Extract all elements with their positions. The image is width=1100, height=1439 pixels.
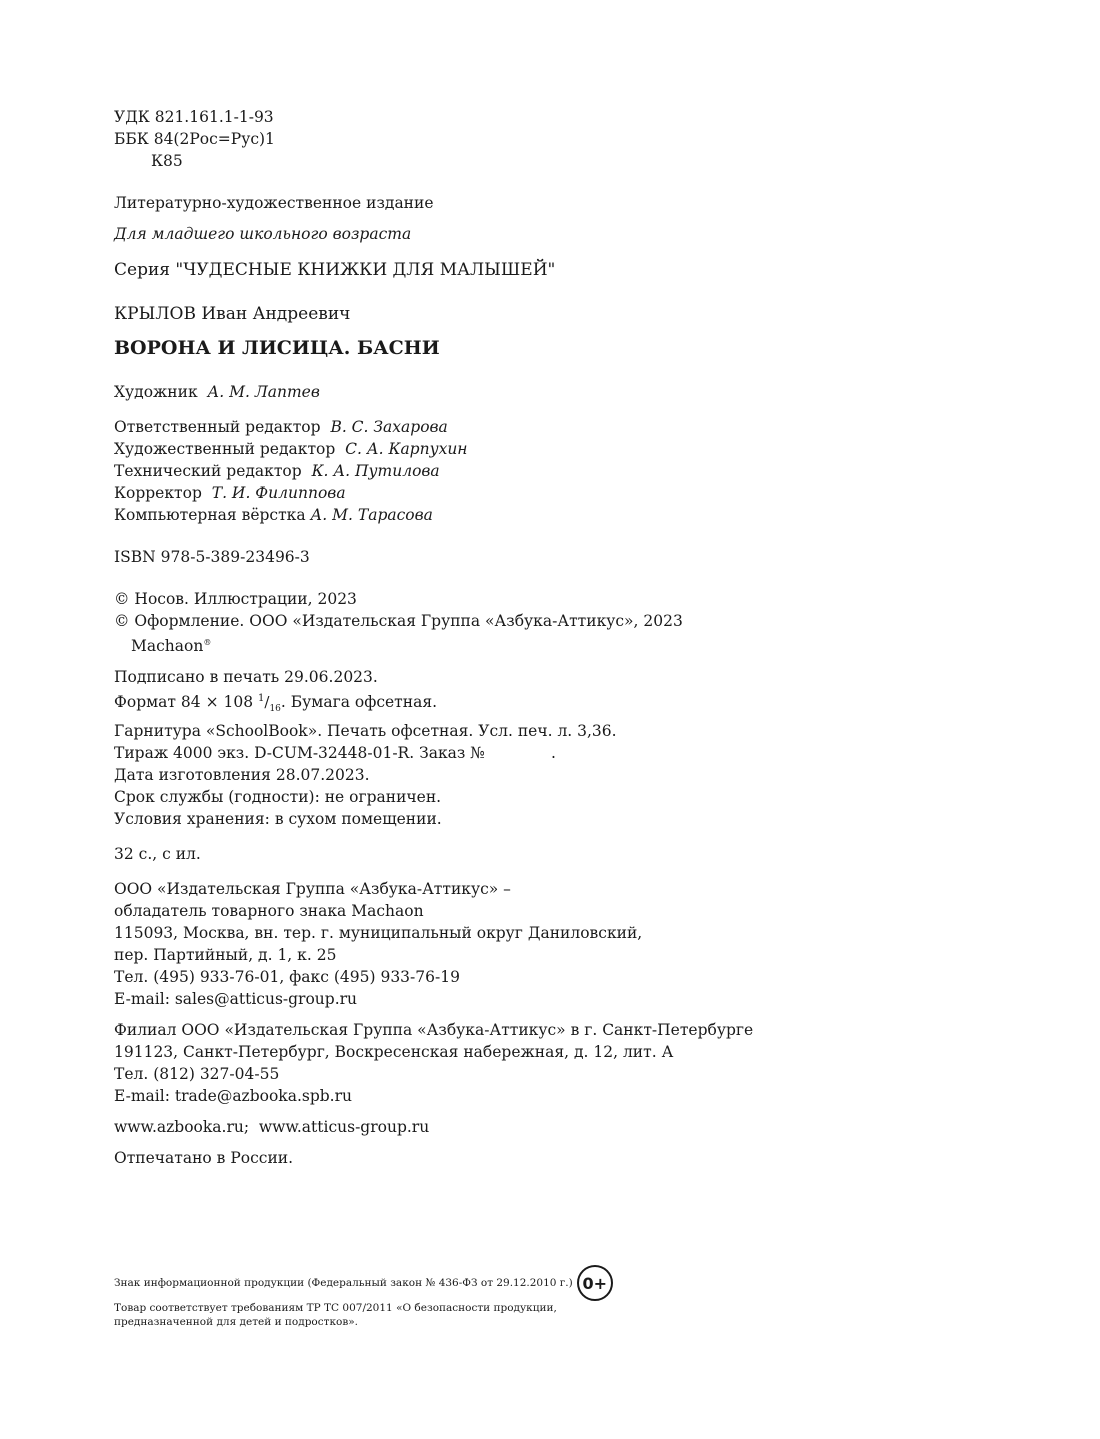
staff-name: К. А. Путилова	[311, 462, 440, 480]
staff-list	[114, 416, 814, 526]
staff-row	[114, 416, 814, 438]
footer	[114, 1265, 674, 1329]
print-run-line	[114, 742, 814, 764]
series-name: Серия "ЧУДЕСНЫЕ КНИЖКИ ДЛЯ МАЛЫШЕЙ"	[114, 260, 556, 280]
illustrator-line	[114, 381, 814, 403]
branch-phone: Тел. (812) 327-04-55	[114, 1065, 280, 1084]
illustrator-role: Художник	[114, 383, 198, 401]
publisher-address-2: пер. Партийный, д. 1, к. 25	[114, 946, 337, 965]
staff-name: А. М. Тарасова	[310, 506, 433, 524]
staff-role: Технический редактор	[114, 462, 302, 480]
trademark-holder: обладатель товарного знака Machaon	[114, 902, 424, 921]
publisher-address: 115093, Москва, вн. тер. г. муниципальный округ Даниловский,	[114, 924, 643, 943]
typeface-line: Гарнитура «SchoolBook». Печать офсетная. Усл. печ. л. 3,36.	[114, 722, 617, 741]
storage-conditions: Условия хранения: в сухом помещении.	[114, 810, 442, 829]
shelf-life: Срок службы (годности): не ограничен.	[114, 788, 442, 807]
udk-code: УДК 821.161.1-1-93	[114, 108, 274, 126]
staff-name: В. С. Захарова	[330, 418, 448, 436]
bbk-code: ББК 84(2Рос=Рус)1	[114, 130, 275, 148]
illustrator-name: А. М. Лаптев	[207, 383, 320, 401]
imprint-page	[114, 106, 814, 1169]
copyright-design: © Оформление. ООО «Издательская Группа «Азбука-Аттикус», 2023	[114, 612, 683, 630]
info-sign-text: Знак информационной продукции (Федеральный закон № 436-ФЗ от 29.12.2010 г.)	[114, 1277, 573, 1289]
staff-name: Т. И. Филиппова	[211, 484, 346, 502]
audience: Для младшего школьного возраста	[114, 225, 412, 243]
publisher-phone: Тел. (495) 933-76-01, факс (495) 933-76-19	[114, 968, 460, 987]
registered-mark: ®	[203, 638, 212, 647]
format-suffix: . Бумага офсетная.	[280, 693, 438, 712]
branch-block	[114, 1019, 814, 1107]
book-title: ВОРОНА И ЛИСИЦА. БАСНИ	[114, 337, 440, 359]
manufacture-date: Дата изготовления 28.07.2023.	[114, 766, 370, 785]
isbn: ISBN 978-5-389-23496-3	[114, 548, 310, 566]
publisher-name: ООО «Издательская Группа «Азбука-Аттикус» –	[114, 880, 511, 899]
copyright-block	[114, 588, 814, 657]
info-sign-row	[114, 1265, 674, 1301]
staff-role: Компьютерная вёрстка	[114, 506, 306, 524]
staff-role: Художественный редактор	[114, 440, 336, 458]
format-prefix: Формат 84 × 108	[114, 693, 254, 712]
age-rating-badge: 0+	[577, 1265, 613, 1301]
printed-in: Отпечатано в России.	[114, 1149, 294, 1168]
copyright-illustrations: © Носов. Иллюстрации, 2023	[114, 590, 357, 608]
book-author: КРЫЛОВ Иван Андреевич	[114, 304, 351, 324]
brand-name: Machaon	[131, 637, 204, 656]
author-mark: К85	[151, 152, 183, 170]
branch-name: Филиал ООО «Издательская Группа «Азбука-Аттикус» в г. Санкт-Петербурге	[114, 1021, 754, 1040]
brand-line	[114, 632, 814, 657]
staff-role: Ответственный редактор	[114, 418, 321, 436]
branch-email: E-mail: trade@azbooka.spb.ru	[114, 1087, 352, 1106]
compliance-text: Товар соответствует требованиям ТР ТС 007/2011 «О безопасности продукции,	[114, 1302, 557, 1314]
signed-date: Подписано в печать 29.06.2023.	[114, 668, 378, 687]
staff-role: Корректор	[114, 484, 202, 502]
staff-name: С. А. Карпухин	[345, 440, 468, 458]
page-count: 32 с., с ил.	[114, 845, 201, 864]
staff-row	[114, 460, 814, 482]
print-run: Тираж 4000 экз. D-CUM-32448-01-R. Заказ №	[114, 744, 485, 763]
website-links: www.azbooka.ru; www.atticus-group.ru	[114, 1118, 430, 1137]
staff-row	[114, 482, 814, 504]
print-details	[114, 666, 814, 830]
format-slash: /	[264, 693, 270, 712]
format-numerator: 1	[258, 693, 265, 705]
publisher-block	[114, 878, 814, 1010]
edition-type: Литературно-художественное издание	[114, 194, 434, 212]
compliance-text-2: предназначенной для детей и подростков».	[114, 1316, 358, 1328]
branch-address: 191123, Санкт-Петербург, Воскресенская набережная, д. 12, лит. А	[114, 1043, 674, 1062]
staff-row	[114, 438, 814, 460]
format-line	[114, 688, 814, 720]
format-denominator: 16	[269, 704, 281, 715]
staff-row	[114, 504, 814, 526]
publisher-email: E-mail: sales@atticus-group.ru	[114, 990, 358, 1009]
order-end: .	[550, 744, 556, 763]
